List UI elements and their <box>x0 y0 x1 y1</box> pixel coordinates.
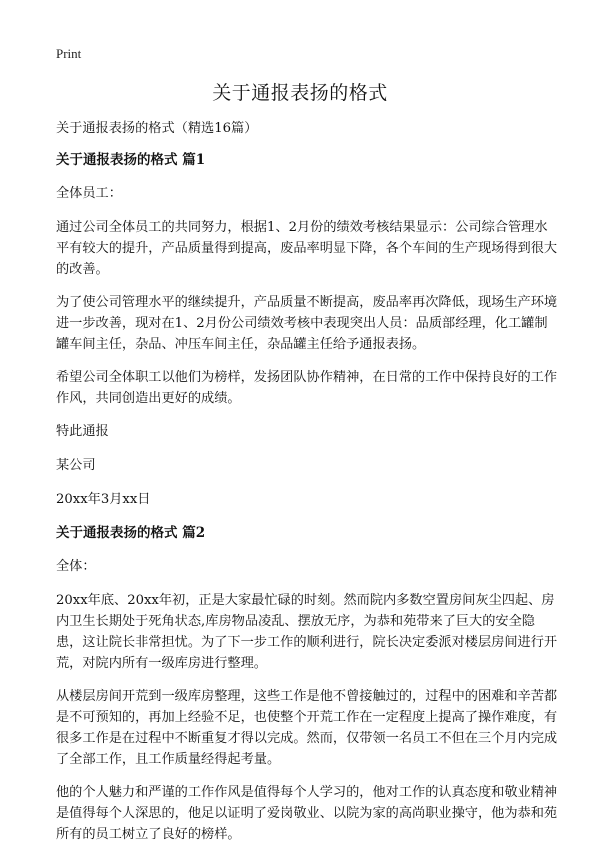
paragraph-1-2: 为了使公司管理水平的继续提升，产品质量不断提高，废品率再次降低，现场生产环境进一步改善，现对在1、2月份公司绩效考核中表现突出人员：品质部经理，化工罐制罐车间主任，杂品、冲压车间主任，杂品罐主任给予通报表扬。 <box>56 295 558 352</box>
page-title: 关于通报表扬的格式 <box>212 82 388 104</box>
signature-date: 20xx年3月xx日 <box>56 492 151 507</box>
print-link[interactable]: Print <box>56 46 82 61</box>
paragraph-1-3: 希望公司全体职工以他们为榜样，发扬团队协作精神，在日常的工作中保持良好的工作作风，共同创造出更好的成绩。 <box>56 370 558 406</box>
closing-line: 特此通报 <box>56 424 109 439</box>
paragraph-2-3: 他的个人魅力和严谨的工作作风是值得每个人学习的，他对工作的认真态度和敬业精神是值得每个人深思的，他足以证明了爱岗敬业、以院为家的高尚职业操守，他为恭和苑所有的员工树立了良好的榜样。 <box>56 785 558 842</box>
paragraph-2-2: 从楼层房间开荒到一级库房整理，这些工作是他不曾接触过的，过程中的困难和辛苦都是不可预知的，再加上经验不足，也使整个开荒工作在一定程度上提高了操作难度，有很多工作是在过程中不断重复才得以完成。然而，仅带领一名员工不但在三个月内完成了全部工作，且工作质量经得起考量。 <box>56 689 558 767</box>
salutation-1: 全体员工： <box>56 186 122 201</box>
salutation-2: 全体： <box>56 559 96 574</box>
document-subtitle: 关于通报表扬的格式（精选16篇） <box>56 121 258 136</box>
signature-org: 某公司 <box>56 458 96 473</box>
section-heading-2: 关于通报表扬的格式 篇2 <box>56 525 206 541</box>
document-body <box>56 118 560 857</box>
paragraph-2-1: 20xx年底、20xx年初，正是大家最忙碌的时刻。然而院内多数空置房间灰尘四起、房内卫生长期处于死角状态,库房物品凌乱、摆放无序，为恭和苑带来了巨大的安全隐患，这让院长非常担忧。为了下一步工作的顺利进行，院长决定委派对楼层房间进行开荒，对院内所有一级库房进行整理。 <box>56 593 558 671</box>
paragraph-1-1: 通过公司全体员工的共同努力，根据1、2月份的绩效考核结果显示：公司综合管理水平有较大的提升，产品质量得到提高，废品率明显下降，各个车间的生产现场得到很大的改善。 <box>56 220 558 277</box>
section-heading-1: 关于通报表扬的格式 篇1 <box>56 152 206 168</box>
